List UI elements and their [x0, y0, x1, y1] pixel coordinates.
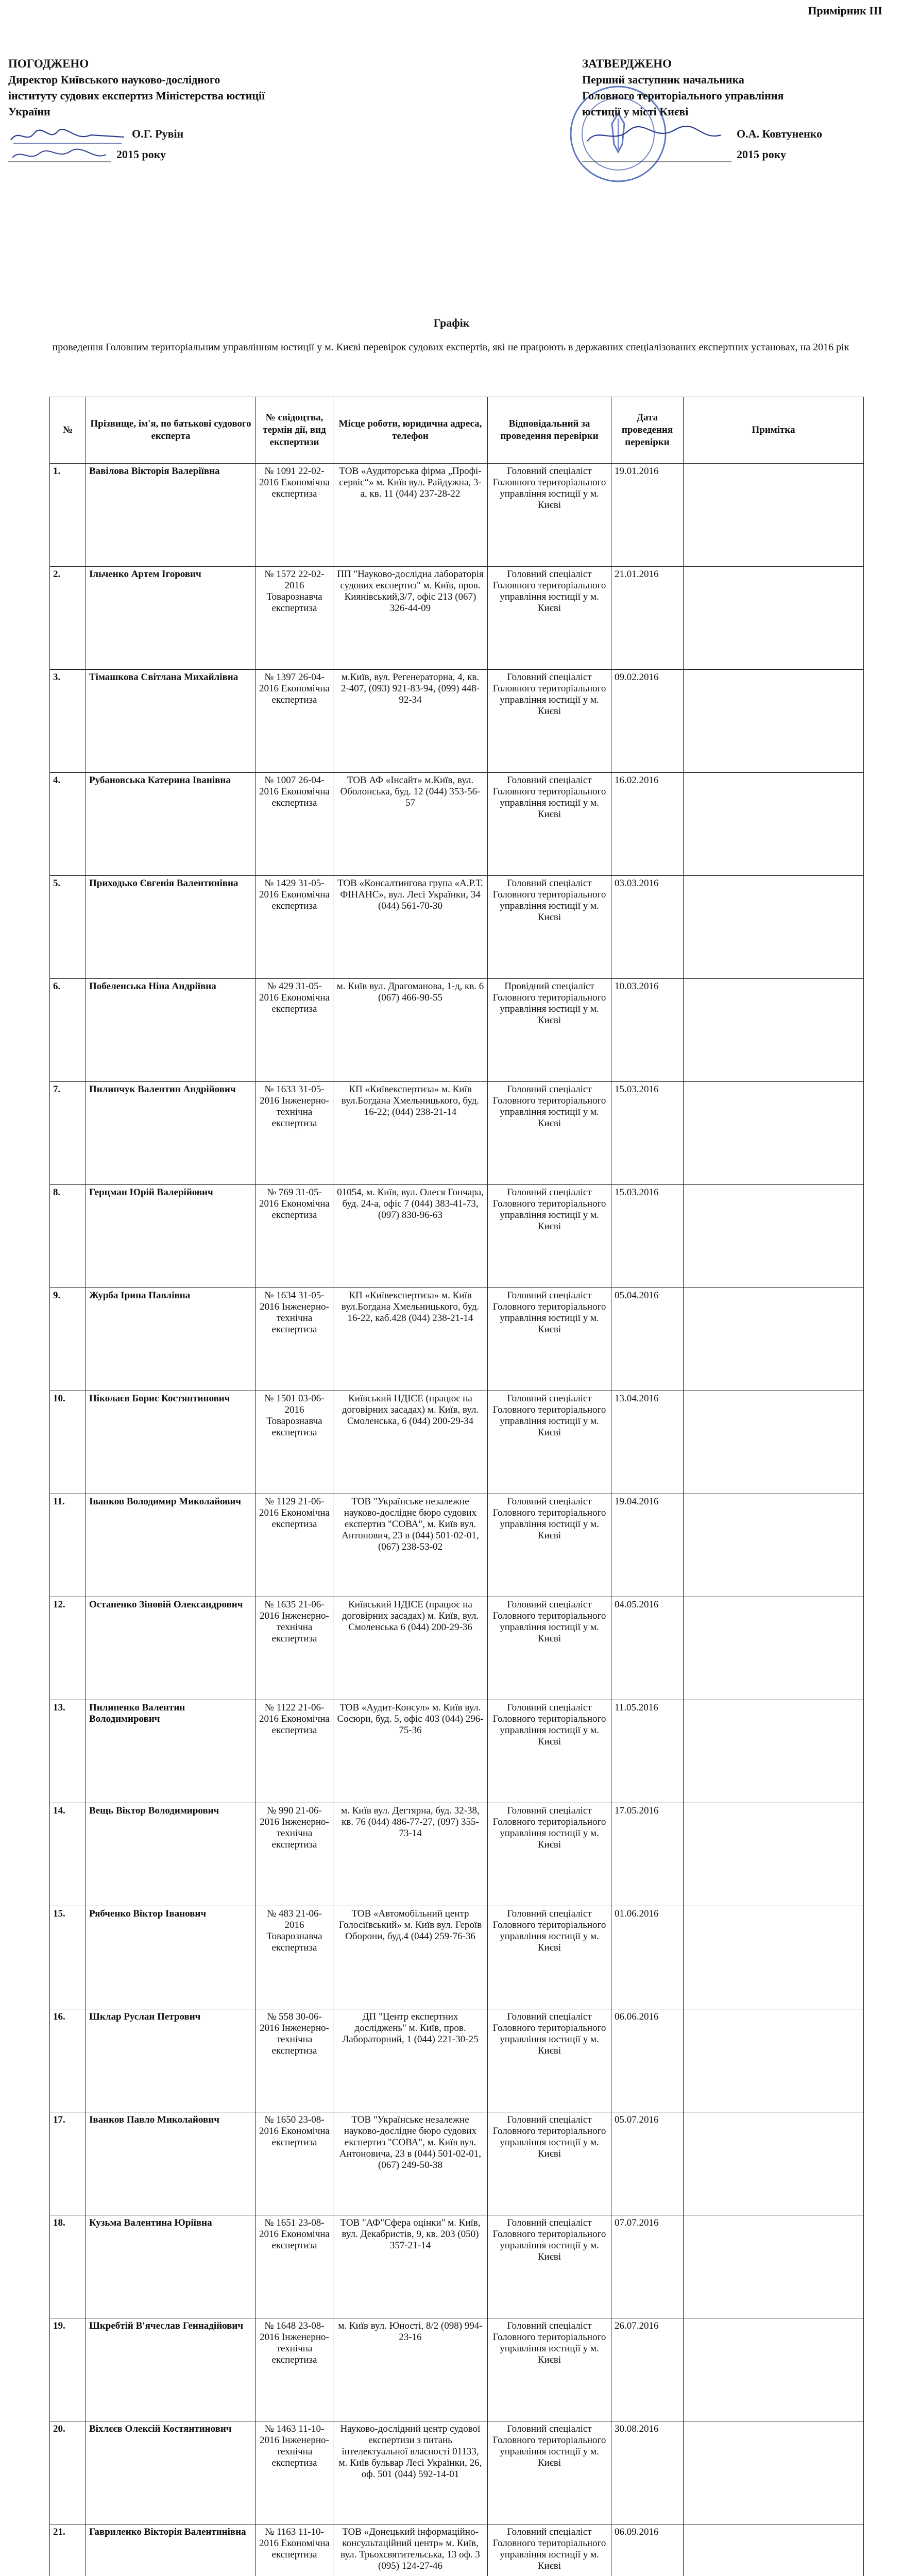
- responsible-person: Головний спеціаліст Головного територіального управління юстиції у м. Києві: [488, 670, 611, 773]
- inspection-date: 01.06.2016: [611, 1906, 684, 2009]
- table-row: [50, 876, 864, 979]
- handwritten-signature-icon: [582, 126, 726, 146]
- certificate-info: № 1397 26-04-2016 Економічна експертиза: [256, 670, 333, 773]
- copy-label: Примірник ІІІ: [808, 4, 882, 17]
- responsible-person: Головний спеціаліст Головного територіального управління юстиції у м. Києві: [488, 567, 611, 670]
- note-cell: [684, 567, 864, 670]
- inspection-date: 10.03.2016: [611, 979, 684, 1082]
- row-number: 21.: [50, 2524, 86, 2576]
- approval-approved-line: юстиції у місті Києві: [582, 105, 689, 118]
- inspection-date: 21.01.2016: [611, 567, 684, 670]
- workplace-info: ПП "Науково-дослідна лабораторія судових експертиз" м. Київ, пров. Киянівський,3/7, офіс 213 (067) 326-44-09: [333, 567, 488, 670]
- approval-agreed-line: інституту судових експертиз Міністерства юстиції: [8, 89, 265, 102]
- approval-agreed-date-row: [8, 146, 338, 164]
- inspection-date: 05.04.2016: [611, 1288, 684, 1391]
- row-number: 12.: [50, 1597, 86, 1700]
- responsible-person: Головний спеціаліст Головного територіального управління юстиції у м. Києві: [488, 1185, 611, 1288]
- note-cell: [684, 1288, 864, 1391]
- table-row: [50, 1391, 864, 1494]
- row-number: 9.: [50, 1288, 86, 1391]
- responsible-person: Головний спеціаліст Головного територіального управління юстиції у м. Києві: [488, 1391, 611, 1494]
- inspection-date: 04.05.2016: [611, 1597, 684, 1700]
- workplace-info: КП «Київекспертиза» м. Київ вул.Богдана Хмельницького, буд. 16-22; (044) 238-21-14: [333, 1082, 488, 1185]
- expert-name: Гавриленко Вікторія Валентинівна: [86, 2524, 256, 2576]
- workplace-info: м. Київ вул. Юності, 8/2 (098) 994-23-16: [333, 2318, 488, 2421]
- inspection-date: 26.07.2016: [611, 2318, 684, 2421]
- row-number: 14.: [50, 1803, 86, 1906]
- certificate-info: № 1429 31-05-2016 Економічна експертиза: [256, 876, 333, 979]
- expert-name: Побеленська Ніна Андріївна: [86, 979, 256, 1082]
- row-number: 17.: [50, 2112, 86, 2215]
- approval-approved-line: Перший заступник начальника: [582, 73, 744, 86]
- responsible-person: Головний спеціаліст Головного територіального управління юстиції у м. Києві: [488, 2009, 611, 2112]
- inspection-date: 30.08.2016: [611, 2421, 684, 2524]
- inspection-date: 16.02.2016: [611, 773, 684, 876]
- table-row: [50, 979, 864, 1082]
- expert-name: Герцман Юрій Валерійович: [86, 1185, 256, 1288]
- workplace-info: КП «Київекспертиза» м. Київ вул.Богдана Хмельницького, буд. 16-22, каб.428 (044) 238-21-14: [333, 1288, 488, 1391]
- responsible-person: Головний спеціаліст Головного територіального управління юстиції у м. Києві: [488, 2318, 611, 2421]
- certificate-info: № 1501 03-06-2016 Товарознавча експертиза: [256, 1391, 333, 1494]
- responsible-person: Головний спеціаліст Головного територіального управління юстиції у м. Києві: [488, 1597, 611, 1700]
- row-number: 13.: [50, 1700, 86, 1803]
- column-header: Місце роботи, юридична адреса, телефон: [333, 397, 488, 464]
- row-number: 16.: [50, 2009, 86, 2112]
- responsible-person: Головний спеціаліст Головного територіального управління юстиції у м. Києві: [488, 876, 611, 979]
- inspection-date: 15.03.2016: [611, 1185, 684, 1288]
- certificate-info: № 1648 23-08-2016 Інженерно-технічна експертиза: [256, 2318, 333, 2421]
- approval-agreed-line: України: [8, 105, 50, 118]
- table-row: [50, 2524, 864, 2576]
- expert-name: Шкребтій В'ячеслав Геннадійович: [86, 2318, 256, 2421]
- note-cell: [684, 1185, 864, 1288]
- approval-agreed-signer-row: [8, 126, 338, 146]
- workplace-info: ТОВ "АФ"Сфера оцінки" м. Київ, вул. Декабристів, 9, кв. 203 (050) 357-21-14: [333, 2215, 488, 2318]
- table-row: [50, 1082, 864, 1185]
- certificate-info: № 1651 23-08-2016 Економічна експертиза: [256, 2215, 333, 2318]
- inspection-date: 06.09.2016: [611, 2524, 684, 2576]
- table-row: [50, 464, 864, 567]
- row-number: 20.: [50, 2421, 86, 2524]
- column-header: № свідоцтва, термін дії, вид експертизи: [256, 397, 333, 464]
- certificate-info: № 1572 22-02-2016 Товарознавча експертиза: [256, 567, 333, 670]
- inspection-date: 13.04.2016: [611, 1391, 684, 1494]
- table-row: [50, 567, 864, 670]
- certificate-info: № 1091 22-02-2016 Економічна експертиза: [256, 464, 333, 567]
- responsible-person: Головний спеціаліст Головного територіального управління юстиції у м. Києві: [488, 2112, 611, 2215]
- certificate-info: № 1633 31-05-2016 Інженерно-технічна експертиза: [256, 1082, 333, 1185]
- table-row: [50, 1288, 864, 1391]
- note-cell: [684, 1803, 864, 1906]
- inspection-date: 19.01.2016: [611, 464, 684, 567]
- inspection-date: 09.02.2016: [611, 670, 684, 773]
- responsible-person: Головний спеціаліст Головного територіального управління юстиції у м. Києві: [488, 1082, 611, 1185]
- document-subtitle: проведення Головним територіальним управлінням юстиції у м. Києві перевірок судових експертів, які не працюють в державних спеціалізованих експертних установах, на 2016 рік: [52, 342, 849, 353]
- responsible-person: Головний спеціаліст Головного територіального управління юстиції у м. Києві: [488, 1288, 611, 1391]
- note-cell: [684, 979, 864, 1082]
- row-number: 4.: [50, 773, 86, 876]
- table-row: [50, 1906, 864, 2009]
- certificate-info: № 558 30-06-2016 Інженерно-технічна експертиза: [256, 2009, 333, 2112]
- row-number: 3.: [50, 670, 86, 773]
- responsible-person: Головний спеціаліст Головного територіального управління юстиції у м. Києві: [488, 1494, 611, 1597]
- expert-name: Приходько Євгенія Валентинівна: [86, 876, 256, 979]
- responsible-person: Головний спеціаліст Головного територіального управління юстиції у м. Києві: [488, 2421, 611, 2524]
- note-cell: [684, 1597, 864, 1700]
- note-cell: [684, 1700, 864, 1803]
- table-row: [50, 670, 864, 773]
- workplace-info: ТОВ "Українське незалежне науково-дослідне бюро судових експертиз "СОВА", м. Київ вул. Антоновича, 23 в (044) 501-02-01, (067) 249-50-38: [333, 2112, 488, 2215]
- table-row: [50, 1803, 864, 1906]
- row-number: 2.: [50, 567, 86, 670]
- handwritten-signature-icon: [8, 126, 127, 146]
- responsible-person: Головний спеціаліст Головного територіального управління юстиції у м. Києві: [488, 1906, 611, 2009]
- note-cell: [684, 773, 864, 876]
- note-cell: [684, 2318, 864, 2421]
- certificate-info: № 990 21-06-2016 Інженерно-технічна експертиза: [256, 1803, 333, 1906]
- note-cell: [684, 2215, 864, 2318]
- note-cell: [684, 1906, 864, 2009]
- table-row: [50, 2318, 864, 2421]
- workplace-info: ТОВ «Автомобільний центр Голосіївський» м. Київ вул. Героїв Оборони, буд.4 (044) 259-76-36: [333, 1906, 488, 2009]
- approval-agreed-heading: ПОГОДЖЕНО: [8, 57, 89, 70]
- row-number: 1.: [50, 464, 86, 567]
- expert-name: Рябченко Віктор Іванович: [86, 1906, 256, 2009]
- expert-name: Віхлєєв Олексій Костянтинович: [86, 2421, 256, 2524]
- workplace-info: ТОВ АФ «Інсайт» м.Київ, вул. Оболонська, буд. 12 (044) 353-56-57: [333, 773, 488, 876]
- column-header: Дата проведення перевірки: [611, 397, 684, 464]
- responsible-person: Головний спеціаліст Головного територіального управління юстиції у м. Києві: [488, 1700, 611, 1803]
- approval-agreed-signer: О.Г. Рувін: [132, 127, 184, 140]
- expert-name: Ільченко Артем Ігорович: [86, 567, 256, 670]
- expert-name: Ніколаєв Борис Костянтинович: [86, 1391, 256, 1494]
- certificate-info: № 1163 11-10-2016 Економічна експертиза: [256, 2524, 333, 2576]
- responsible-person: Головний спеціаліст Головного територіального управління юстиції у м. Києві: [488, 773, 611, 876]
- certificate-info: № 1129 21-06-2016 Економічна експертиза: [256, 1494, 333, 1597]
- inspection-date: 19.04.2016: [611, 1494, 684, 1597]
- approval-approved-signer-row: [582, 126, 903, 146]
- workplace-info: 01054, м. Київ, вул. Олеся Гончара, буд. 24-а, офіс 7 (044) 383-41-73, (097) 830-96-63: [333, 1185, 488, 1288]
- workplace-info: ТОВ «Аудит-Консул» м. Київ вул. Сосюри, буд. 5, офіс 403 (044) 296-75-36: [333, 1700, 488, 1803]
- approval-agreed-line: Директор Київського науково-дослідного: [8, 73, 220, 86]
- inspection-date: 07.07.2016: [611, 2215, 684, 2318]
- expert-name: Іванков Павло Миколайович: [86, 2112, 256, 2215]
- workplace-info: м. Київ вул. Дегтярна, буд. 32-38, кв. 76 (044) 486-77-27, (097) 355-73-14: [333, 1803, 488, 1906]
- note-cell: [684, 670, 864, 773]
- table-row: [50, 2421, 864, 2524]
- certificate-info: № 429 31-05-2016 Економічна експертиза: [256, 979, 333, 1082]
- approval-approved-block: [582, 56, 903, 164]
- handwritten-date-icon: [8, 146, 111, 164]
- workplace-info: ТОВ «Консалтингова група «А.Р.Т. ФІНАНС», вул. Лесі Українки, 34 (044) 561-70-30: [333, 876, 488, 979]
- expert-name: Шклар Руслан Петрович: [86, 2009, 256, 2112]
- certificate-info: № 1634 31-05-2016 Інженерно-технічна експертиза: [256, 1288, 333, 1391]
- table-row: [50, 2112, 864, 2215]
- approval-agreed-block: [8, 56, 338, 164]
- workplace-info: Київський НДІСЕ (працює на договірних засадах) м. Київ, вул. Смоленська 6 (044) 200-29-36: [333, 1597, 488, 1700]
- inspection-date: 11.05.2016: [611, 1700, 684, 1803]
- inspection-schedule-table: [49, 397, 864, 2576]
- expert-name: Вещь Віктор Володимирович: [86, 1803, 256, 1906]
- expert-name: Вавілова Вікторія Валеріївна: [86, 464, 256, 567]
- expert-name: Тімашкова Світлана Михайлівна: [86, 670, 256, 773]
- document-title: Графік: [433, 316, 470, 329]
- approval-approved-date-row: [582, 146, 903, 164]
- workplace-info: ТОВ «Донецький інформаційно-консультаційний центр» м. Київ, вул. Трьохсвятительська, 13 оф. 3 (095) 124-27-46: [333, 2524, 488, 2576]
- note-cell: [684, 464, 864, 567]
- expert-name: Пилипенко Валентин Володимирович: [86, 1700, 256, 1803]
- note-cell: [684, 2009, 864, 2112]
- responsible-person: Провідний спеціаліст Головного територіального управління юстиції у м. Києві: [488, 979, 611, 1082]
- certificate-info: № 483 21-06-2016 Товарознавча експертиза: [256, 1906, 333, 2009]
- workplace-info: ТОВ «Аудиторська фірма „Профі-сервіс“» м. Київ вул. Райдужна, 3-а, кв. 11 (044) 237-28-22: [333, 464, 488, 567]
- note-cell: [684, 1082, 864, 1185]
- workplace-info: ТОВ "Українське незалежне науково-дослідне бюро судових експертиз "СОВА", м. Київ вул. Антонович, 23 в (044) 501-02-01, (067) 238-53-02: [333, 1494, 488, 1597]
- certificate-info: № 1650 23-08-2016 Економічна експертиза: [256, 2112, 333, 2215]
- row-number: 11.: [50, 1494, 86, 1597]
- column-header: Примітка: [684, 397, 864, 464]
- note-cell: [684, 2112, 864, 2215]
- certificate-info: № 1122 21-06-2016 Економічна експертиза: [256, 1700, 333, 1803]
- column-header: №: [50, 397, 86, 464]
- column-header: Прізвище, ім'я, по батькові судового експерта: [86, 397, 256, 464]
- inspection-date: 03.03.2016: [611, 876, 684, 979]
- expert-name: Остапенко Зіновій Олександрович: [86, 1597, 256, 1700]
- table-row: [50, 1185, 864, 1288]
- note-cell: [684, 2421, 864, 2524]
- certificate-info: № 1635 21-06-2016 Інженерно-технічна експертиза: [256, 1597, 333, 1700]
- column-header: Відповідальний за проведення перевірки: [488, 397, 611, 464]
- row-number: 8.: [50, 1185, 86, 1288]
- table-row: [50, 2009, 864, 2112]
- expert-name: Пилипчук Валентин Андрійович: [86, 1082, 256, 1185]
- inspection-date: 17.05.2016: [611, 1803, 684, 1906]
- table-header-row: [50, 397, 864, 464]
- inspection-date: 15.03.2016: [611, 1082, 684, 1185]
- note-cell: [684, 876, 864, 979]
- note-cell: [684, 2524, 864, 2576]
- approval-agreed-year: 2015 року: [116, 148, 166, 161]
- expert-name: Рубановська Катерина Іванівна: [86, 773, 256, 876]
- table-row: [50, 2215, 864, 2318]
- row-number: 15.: [50, 1906, 86, 2009]
- approval-approved-heading: ЗАТВЕРДЖЕНО: [582, 57, 672, 70]
- workplace-info: м.Київ, вул. Регенераторна, 4, кв. 2-407, (093) 921-83-94, (099) 448-92-34: [333, 670, 488, 773]
- responsible-person: Головний спеціаліст Головного територіального управління юстиції у м. Києві: [488, 2524, 611, 2576]
- handwritten-date-icon: [582, 146, 731, 164]
- row-number: 5.: [50, 876, 86, 979]
- approval-approved-line: Головного територіального управління: [582, 89, 784, 102]
- table-row: [50, 1700, 864, 1803]
- table-row: [50, 1597, 864, 1700]
- note-cell: [684, 1391, 864, 1494]
- table-body: [50, 464, 864, 2576]
- inspection-date: 05.07.2016: [611, 2112, 684, 2215]
- certificate-info: № 1463 11-10-2016 Інженерно-технічна експертиза: [256, 2421, 333, 2524]
- row-number: 6.: [50, 979, 86, 1082]
- workplace-info: ДП "Центр експертних досліджень" м. Київ, пров. Лабораторний, 1 (044) 221-30-25: [333, 2009, 488, 2112]
- table-row: [50, 773, 864, 876]
- responsible-person: Головний спеціаліст Головного територіального управління юстиції у м. Києві: [488, 1803, 611, 1906]
- certificate-info: № 1007 26-04-2016 Економічна експертиза: [256, 773, 333, 876]
- responsible-person: Головний спеціаліст Головного територіального управління юстиції у м. Києві: [488, 464, 611, 567]
- table-row: [50, 1494, 864, 1597]
- row-number: 19.: [50, 2318, 86, 2421]
- inspection-date: 06.06.2016: [611, 2009, 684, 2112]
- expert-name: Журба Ірина Павлівна: [86, 1288, 256, 1391]
- workplace-info: Науково-дослідний центр судової експертизи з питань інтелектуальної власності 01133, м. Київ бульвар Лесі Українки, 26, оф. 501 (044) 592-14-01: [333, 2421, 488, 2524]
- row-number: 10.: [50, 1391, 86, 1494]
- expert-name: Іванков Володимир Миколайович: [86, 1494, 256, 1597]
- row-number: 7.: [50, 1082, 86, 1185]
- approval-approved-year: 2015 року: [737, 148, 787, 161]
- note-cell: [684, 1494, 864, 1597]
- certificate-info: № 769 31-05-2016 Економічна експертиза: [256, 1185, 333, 1288]
- workplace-info: Київський НДІСЕ (працює на договірних засадах) м. Київ, вул. Смоленська, 6 (044) 200-29-34: [333, 1391, 488, 1494]
- workplace-info: м. Київ вул. Драгоманова, 1-д, кв. 6 (067) 466-90-55: [333, 979, 488, 1082]
- responsible-person: Головний спеціаліст Головного територіального управління юстиції у м. Києві: [488, 2215, 611, 2318]
- expert-name: Кузьма Валентина Юріївна: [86, 2215, 256, 2318]
- approval-approved-signer: О.А. Ковтуненко: [737, 127, 823, 140]
- row-number: 18.: [50, 2215, 86, 2318]
